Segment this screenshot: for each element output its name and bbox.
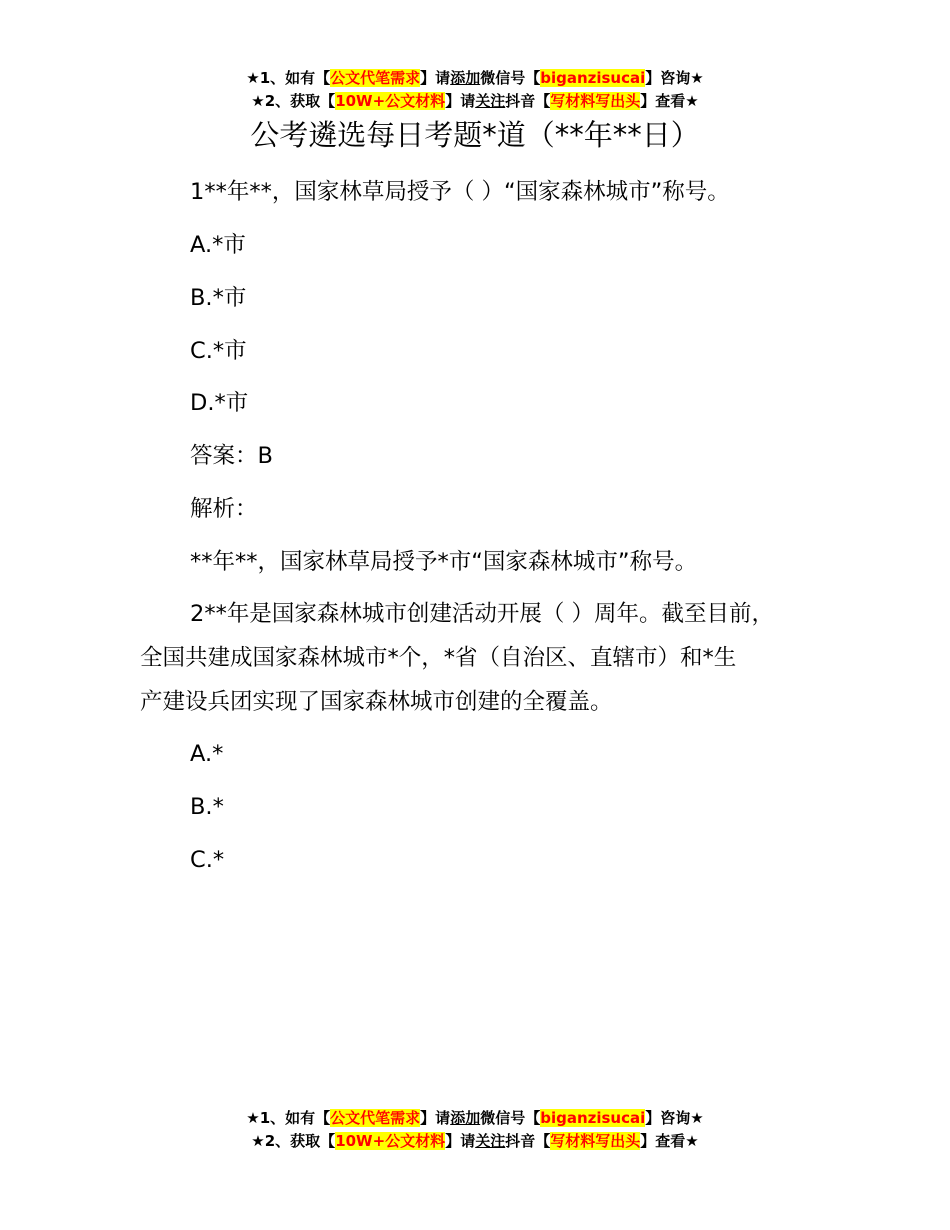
top-banner [0,67,950,113]
bottom-banner [0,1107,950,1153]
q2-option-c: C.* [190,847,225,873]
banner-highlight: biganzisucai [540,1109,646,1127]
banner-line-1 [0,1107,950,1130]
banner-highlight: 写材料写出头 [550,92,641,110]
banner-text: 抖音【 [505,92,551,110]
banner-text: 微信号【 [480,1109,541,1127]
banner-highlight: 写材料写出头 [550,1132,641,1150]
banner-text: 】咨询★ [645,1109,704,1127]
q1-analysis: **年**，国家林草局授予*市“国家森林城市”称号。 [190,549,698,575]
banner-text: 】请 [420,69,451,87]
banner-text: 】查看★ [640,1132,699,1150]
banner-text: 】咨询★ [645,69,704,87]
banner-underline: 添加 [450,1109,481,1127]
banner-line-2 [0,90,950,113]
question-2 [140,592,840,724]
banner-text: 】查看★ [640,92,699,110]
question-2-line-1: 2**年是国家森林城市创建活动开展（ ）周年。截至目前， [190,601,774,627]
question-1: 1**年**，国家林草局授予（ ）“国家森林城市”称号。 [190,179,730,205]
q1-analysis-label: 解析： [190,496,258,522]
banner-text: ★1、如有【 [246,1109,331,1127]
page-title: 公考遴选每日考题*道（**年**日） [250,118,700,152]
banner-line-1 [0,67,950,90]
q1-answer: 答案：B [190,443,273,469]
banner-underline: 添加 [450,69,481,87]
banner-underline: 关注 [475,1132,506,1150]
banner-text: 微信号【 [480,69,541,87]
banner-highlight: 10W+公文材料 [335,1132,446,1150]
banner-text: 】请 [420,1109,451,1127]
q1-option-c: C.*市 [190,338,247,364]
banner-underline: 关注 [475,92,506,110]
q2-option-b: B.* [190,794,224,820]
banner-highlight: 10W+公文材料 [335,92,446,110]
banner-text: 抖音【 [505,1132,551,1150]
banner-highlight: 公文代笔需求 [330,69,421,87]
banner-text: ★1、如有【 [246,69,331,87]
banner-text: 】请 [445,1132,476,1150]
q1-option-d: D.*市 [190,390,249,416]
q2-option-a: A.* [190,741,224,767]
banner-text: 】请 [445,92,476,110]
banner-line-2 [0,1130,950,1153]
q1-option-b: B.*市 [190,285,247,311]
banner-text: ★2、获取【 [251,1132,336,1150]
question-2-line-3: 产建设兵团实现了国家森林城市创建的全覆盖。 [140,689,613,715]
banner-highlight: 公文代笔需求 [330,1109,421,1127]
q1-option-a: A.*市 [190,232,246,258]
banner-text: ★2、获取【 [251,92,336,110]
banner-highlight: biganzisucai [540,69,646,87]
question-2-line-2: 全国共建成国家森林城市*个，*省（自治区、直辖市）和*生 [140,645,737,671]
